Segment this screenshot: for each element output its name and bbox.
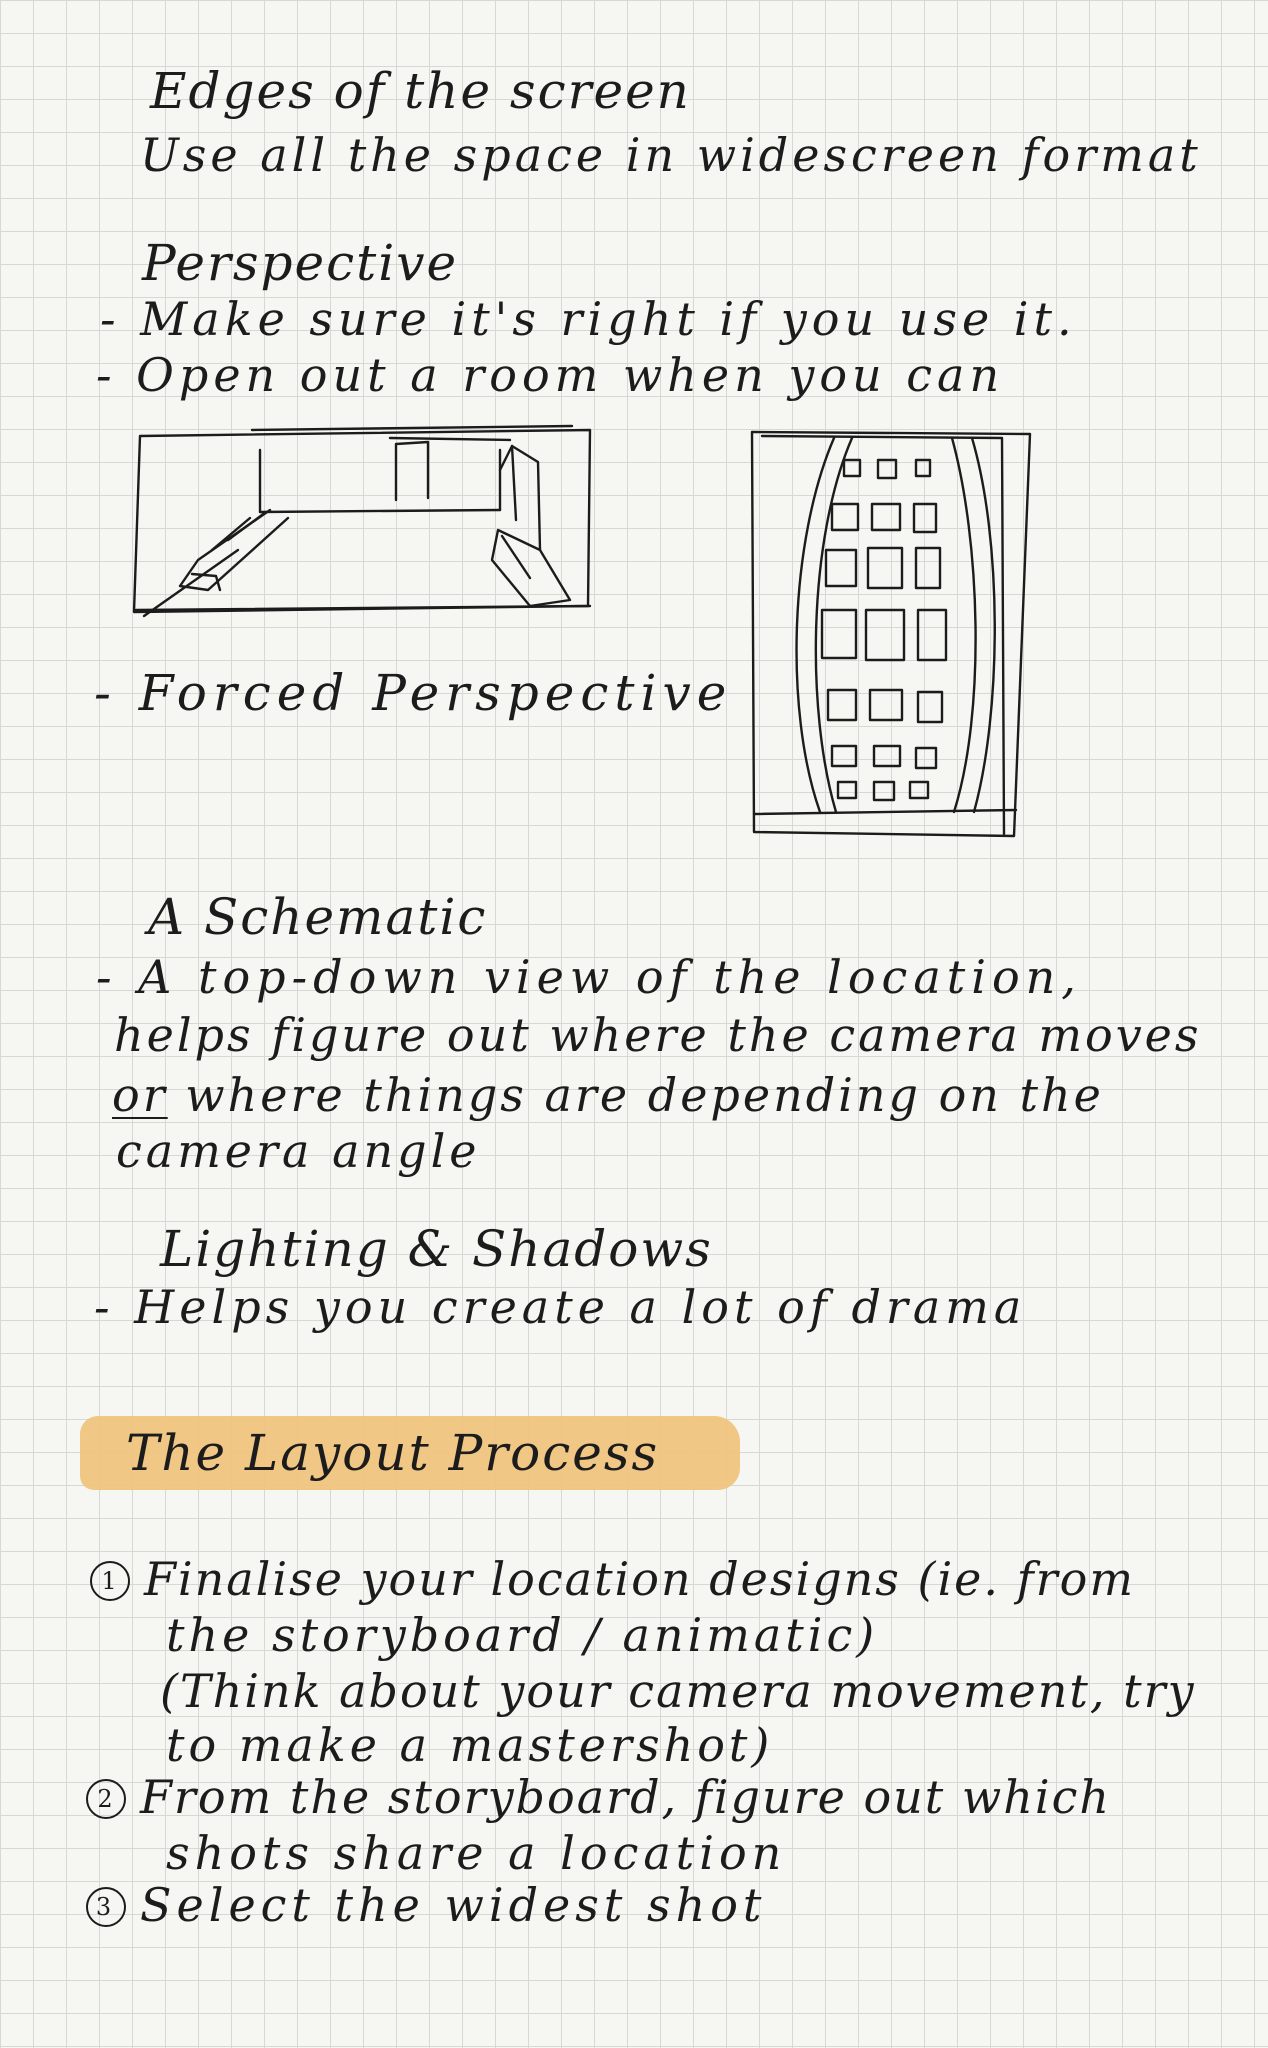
step-3-line-1 [86, 1878, 767, 1932]
step-1-line-4: to make a mastershot) [166, 1718, 774, 1772]
step-1-number: 1 [90, 1561, 130, 1601]
step-1-line-2: the storyboard / animatic) [166, 1608, 879, 1662]
edges-line-1: Use all the space in widescreen format [140, 128, 1202, 182]
step-1-text: Finalise your location designs (ie. from [144, 1552, 1135, 1606]
schematic-line-4: camera angle [116, 1124, 481, 1178]
step-2-line-2: shots share a location [166, 1826, 787, 1880]
layout-process-title: The Layout Process [126, 1424, 660, 1482]
room-perspective-sketch [120, 410, 600, 630]
schematic-line-3 [112, 1068, 1104, 1122]
step-2-text: From the storyboard, figure out which [140, 1770, 1111, 1824]
step-2-line-1 [86, 1770, 1111, 1824]
step-1-line-3: (Think about your camera movement, try [160, 1664, 1196, 1718]
perspective-line-2: - Open out a room when you can [96, 348, 1005, 402]
lighting-line-1: - Helps you create a lot of drama [94, 1280, 1027, 1334]
step-3-text: Select the widest shot [140, 1878, 767, 1932]
schematic-line-2: helps figure out where the camera moves [114, 1008, 1202, 1062]
lighting-heading: Lighting & Shadows [160, 1220, 713, 1278]
perspective-line-1: - Make sure it's right if you use it. [100, 292, 1077, 346]
schematic-or-word: or [112, 1068, 168, 1122]
perspective-heading: Perspective [142, 234, 459, 292]
forced-perspective-building-sketch [740, 420, 1040, 840]
step-2-number: 2 [86, 1779, 126, 1819]
schematic-heading: A Schematic [148, 888, 488, 946]
schematic-line-1: - A top-down view of the location, [96, 950, 1082, 1004]
step-1-line-1 [90, 1552, 1135, 1606]
step-3-number: 3 [86, 1887, 126, 1927]
schematic-line-3-rest: where things are depending on the [167, 1068, 1104, 1122]
forced-perspective-line: - Forced Perspective [94, 664, 733, 722]
edges-heading: Edges of the screen [150, 62, 691, 120]
